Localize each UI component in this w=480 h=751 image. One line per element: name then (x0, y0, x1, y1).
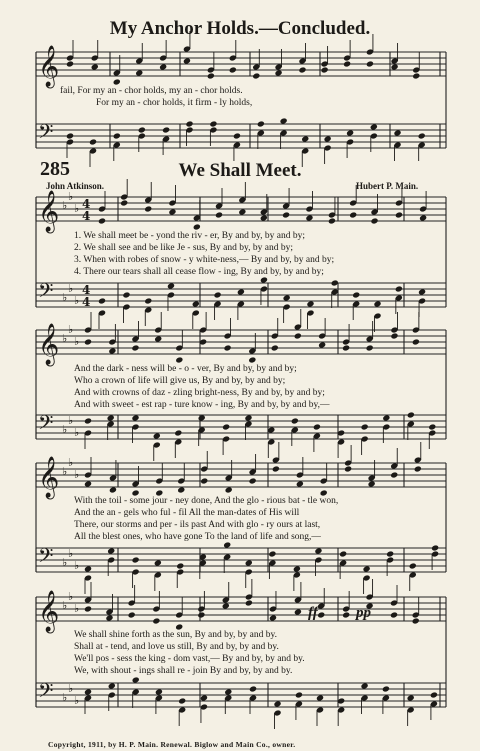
note-head (144, 297, 152, 304)
note-head (395, 285, 403, 292)
note-head (361, 423, 369, 430)
note-head (272, 465, 280, 472)
note-head (154, 559, 162, 566)
note-head (428, 423, 436, 430)
note-head (391, 63, 399, 70)
flat-sign: ♭ (74, 694, 80, 707)
note-head (162, 126, 170, 133)
note-head (113, 132, 121, 139)
note-head (318, 341, 326, 348)
note-head (349, 211, 357, 218)
note-head (294, 608, 302, 615)
note-head (342, 611, 350, 618)
note-head (346, 129, 354, 136)
note-head (122, 291, 130, 298)
note-head (409, 562, 417, 569)
note-head (238, 208, 246, 215)
note-head (321, 66, 329, 73)
flat-sign: ♭ (74, 335, 80, 348)
note-head (296, 480, 304, 487)
note-head (185, 120, 193, 127)
note-head (283, 294, 291, 301)
note-head (393, 129, 401, 136)
note-head (363, 565, 371, 572)
note-head (382, 685, 390, 692)
note-head (84, 417, 92, 424)
note-head (198, 414, 206, 421)
note-head (177, 486, 185, 493)
staff (36, 683, 446, 707)
note-head (342, 344, 350, 351)
note-head (155, 688, 163, 695)
note-head (66, 132, 74, 139)
verse-1-line: We shall shine forth as the sun, By and by, by and by. (74, 630, 278, 640)
flat-sign: ♭ (74, 426, 80, 439)
note-head (84, 688, 92, 695)
time-signature: 4 (82, 197, 91, 211)
note-head (209, 120, 217, 127)
flat-sign: ♭ (74, 602, 80, 615)
flat-sign: ♭ (62, 423, 68, 436)
note-head (197, 611, 205, 618)
note-head (183, 57, 191, 64)
note-head (386, 550, 394, 557)
treble-clef: 𝄞 (38, 324, 60, 365)
note-head (200, 477, 208, 484)
note-head (229, 66, 237, 73)
verse-4-line: We, with shout - ings shall re - join By and by, by and by. (74, 666, 293, 676)
hymn-title: We Shall Meet. (178, 160, 302, 181)
note-head (237, 288, 245, 295)
copyright-notice: Copyright, 1911, by H. P. Main. Renewal. Biglow and Main Co., owner. (48, 740, 296, 749)
note-head (370, 217, 378, 224)
note-head (343, 60, 351, 67)
verse-2-line: Who a crown of life will give us, By and by, by and by; (74, 376, 286, 386)
flat-sign: ♭ (68, 456, 74, 469)
lyric-line: For my an - chor holds, it firm - ly holds, (96, 98, 253, 108)
note-head (98, 297, 106, 304)
note-head (224, 344, 232, 351)
bass-clef: 𝄢 (38, 279, 54, 307)
note-head (344, 465, 352, 472)
lyricist-credit: John Atkinson. (46, 181, 105, 191)
note-head (260, 214, 268, 221)
note-head (89, 138, 97, 145)
note-head (168, 208, 176, 215)
verse-1-line: And the dark - ness will be - o - ver, By and by, by and by; (74, 364, 297, 374)
note-head (84, 605, 92, 612)
note-head (295, 691, 303, 698)
note-head (178, 697, 186, 704)
note-head (407, 411, 415, 418)
note-head (294, 332, 302, 339)
note-head (275, 69, 283, 76)
note-head (132, 556, 140, 563)
verse-2-line: And the an - gels who ful - fil All the man-dates of His will (74, 508, 300, 518)
note-head (167, 282, 175, 289)
verse-3-line: And with crowns of daz - zling bright-ness, By and by, by and by; (74, 388, 325, 398)
note-head (390, 611, 398, 618)
note-head (414, 465, 422, 472)
note-head (107, 547, 115, 554)
verse-4-line: 4. There our tears shall all cease flow - ing, By and by, by and by; (74, 267, 324, 277)
note-head (273, 700, 281, 707)
note-head (223, 541, 231, 548)
flat-sign: ♭ (74, 294, 80, 307)
verse-3-line: 3. When with robes of snow - y white-ness,— By and by, by and by; (74, 255, 335, 265)
note-head (224, 688, 232, 695)
staff (36, 124, 446, 148)
note-head (352, 291, 360, 298)
note-head (152, 617, 160, 624)
note-head (154, 335, 162, 342)
dynamic-marking-ff: ff (308, 605, 318, 621)
note-head (395, 211, 403, 218)
flat-sign: ♭ (68, 190, 74, 203)
note-head (138, 126, 146, 133)
note-head (245, 559, 253, 566)
note-head (298, 66, 306, 73)
note-head (280, 117, 288, 124)
bass-clef: 𝄢 (38, 120, 54, 148)
note-head (271, 344, 279, 351)
note-head (222, 423, 230, 430)
verse-1-line: With the toil - some jour - ney done, And the glo - rious bat - tle won, (74, 496, 339, 506)
note-head (324, 135, 332, 142)
note-head (418, 288, 426, 295)
treble-clef: 𝄞 (38, 191, 60, 232)
note-head (306, 300, 314, 307)
note-head (252, 72, 260, 79)
note-head (248, 356, 256, 363)
staff (36, 463, 446, 487)
bass-clef: 𝄢 (38, 679, 54, 707)
note-head (249, 685, 257, 692)
note-head (120, 199, 128, 206)
note-head (390, 332, 398, 339)
note-head (257, 120, 265, 127)
verse-4-line: And with sweet - est rap - ture know - ing, By and by, by and by,— (74, 400, 330, 410)
verse-3-line: We'll pos - sess the king - dom vast,— By and by, by and by. (74, 654, 305, 664)
note-head (418, 132, 426, 139)
time-signature: 4 (82, 295, 91, 309)
flat-sign: ♭ (74, 559, 80, 572)
note-head (175, 356, 183, 363)
note-head (293, 565, 301, 572)
note-head (108, 347, 116, 354)
note-head (316, 694, 324, 701)
flat-sign: ♭ (68, 682, 74, 695)
note-head (305, 214, 313, 221)
note-head (193, 223, 201, 230)
verse-2-line: Shall at - tend, and love us still, By and by, by and by. (74, 642, 279, 652)
flat-sign: ♭ (68, 323, 74, 336)
composer-credit: Hubert P. Main. (356, 181, 419, 191)
note-head (314, 547, 322, 554)
bass-clef: 𝄢 (38, 544, 54, 572)
note-head (245, 599, 253, 606)
dynamic-marking-pp: pp (356, 605, 371, 621)
flat-sign: ♭ (68, 547, 74, 560)
note-head (108, 682, 116, 689)
note-head (412, 338, 420, 345)
note-head (192, 300, 200, 307)
verse-3-line: There, our storms and per - ils past And with glo - ry ours at last, (74, 520, 321, 530)
note-head (132, 676, 140, 683)
note-head (260, 276, 268, 283)
note-head (144, 205, 152, 212)
note-head (207, 72, 215, 79)
note-head (430, 691, 438, 698)
note-head (328, 217, 336, 224)
note-head (84, 480, 92, 487)
note-head (98, 217, 106, 224)
verse-4-line: All the blest ones, who have gone To the land of life and song,— (74, 532, 321, 542)
note-head (301, 135, 309, 142)
note-head (317, 611, 325, 618)
note-head (107, 414, 115, 421)
note-head (268, 550, 276, 557)
note-head (360, 682, 368, 689)
note-head (390, 471, 398, 478)
note-head (291, 417, 299, 424)
staff (36, 597, 446, 621)
lyric-line: fail, For my an - chor holds, my an - chor holds. (60, 86, 243, 96)
note-head (419, 214, 427, 221)
time-signature: 4 (82, 283, 91, 297)
time-signature: 4 (82, 209, 91, 223)
note-head (109, 486, 117, 493)
page-title: My Anchor Holds.—Concluded. (109, 18, 371, 39)
flat-sign: ♭ (62, 465, 68, 478)
note-head (233, 132, 241, 139)
note-head (313, 423, 321, 430)
note-head (159, 63, 167, 70)
note-head (215, 211, 223, 218)
staff (36, 548, 446, 572)
note-head (153, 432, 161, 439)
note-head (382, 414, 390, 421)
note-head (113, 78, 121, 85)
treble-clef: 𝄞 (38, 46, 60, 87)
note-head (249, 477, 257, 484)
verse-1-line: 1. We shall meet be - yond the riv - er, By and by, by and by; (74, 231, 306, 241)
note-head (91, 63, 99, 70)
note-head (222, 602, 230, 609)
flat-sign: ♭ (62, 199, 68, 212)
note-head (407, 694, 415, 701)
note-head (84, 565, 92, 572)
note-head (244, 414, 252, 421)
flat-sign: ♭ (68, 590, 74, 603)
note-head (370, 123, 378, 130)
flat-sign: ♭ (62, 291, 68, 304)
treble-clef: 𝄞 (38, 457, 60, 498)
flat-sign: ♭ (62, 691, 68, 704)
note-head (174, 429, 182, 436)
flat-sign: ♭ (68, 282, 74, 295)
note-head (200, 694, 208, 701)
flat-sign: ♭ (62, 332, 68, 345)
note-head (368, 480, 376, 487)
note-head (66, 60, 74, 67)
note-head (412, 72, 420, 79)
note-head (366, 60, 374, 67)
bass-clef: 𝄢 (38, 411, 54, 439)
note-head (84, 338, 92, 345)
note-head (373, 300, 381, 307)
hymn-number: 285 (40, 158, 70, 180)
note-head (214, 291, 222, 298)
note-head (105, 614, 113, 621)
treble-clef: 𝄞 (38, 591, 60, 632)
note-head (282, 211, 290, 218)
flat-sign: ♭ (74, 202, 80, 215)
note-head (131, 344, 139, 351)
flat-sign: ♭ (68, 414, 74, 427)
flat-sign: ♭ (62, 599, 68, 612)
note-head (366, 344, 374, 351)
staff (36, 330, 446, 354)
flat-sign: ♭ (74, 468, 80, 481)
note-head (128, 611, 136, 618)
note-head (176, 562, 184, 569)
note-head (269, 614, 277, 621)
verse-2-line: 2. We shall see and be like Je - sus, By and by, by and by; (74, 243, 294, 253)
note-head (135, 69, 143, 76)
flat-sign: ♭ (62, 556, 68, 569)
note-head (339, 550, 347, 557)
note-head (225, 486, 233, 493)
note-head (431, 544, 439, 551)
note-head (412, 617, 420, 624)
note-head (131, 414, 139, 421)
